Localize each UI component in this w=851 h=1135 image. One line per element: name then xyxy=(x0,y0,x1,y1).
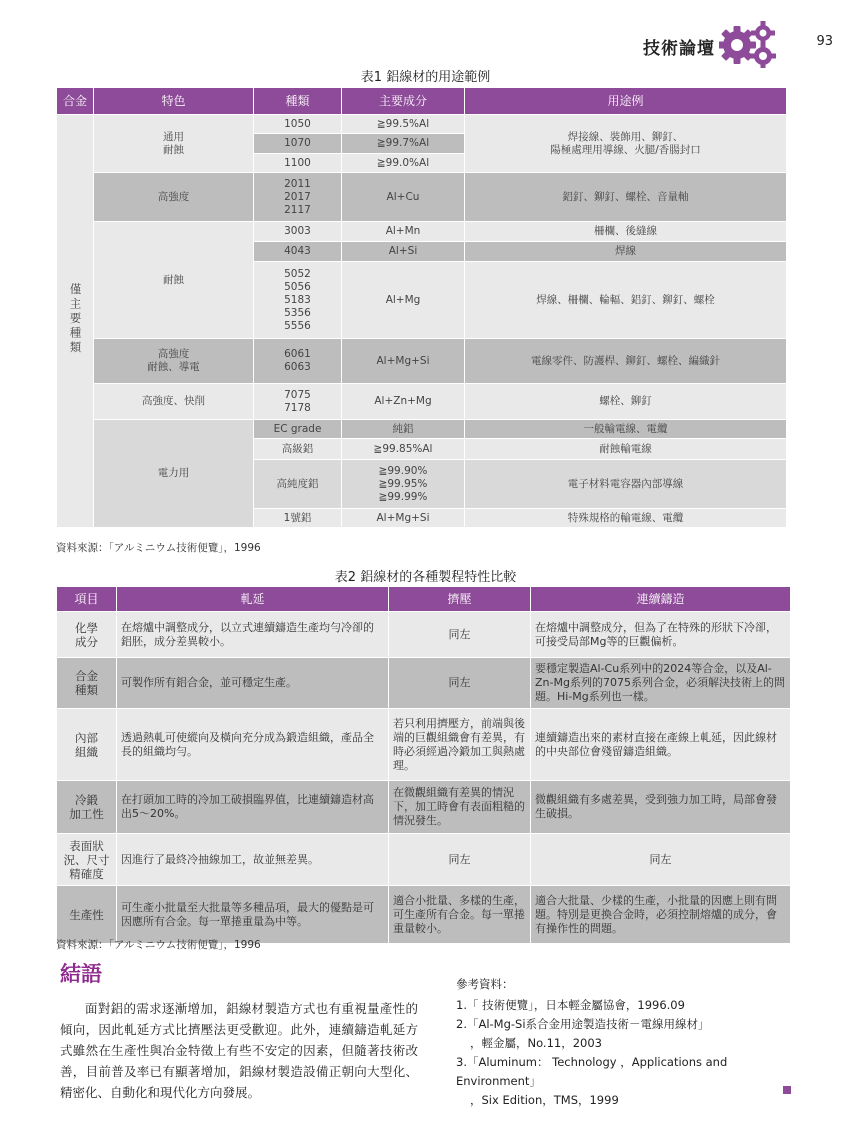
type-cell: 3003 xyxy=(254,222,342,242)
type-cell: EC grade xyxy=(254,420,342,439)
col-header: 軋延 xyxy=(117,587,389,612)
table-row xyxy=(57,658,791,709)
table1-caption: 表1 鋁線材的用途範例 xyxy=(360,70,491,85)
rolling-cell: 透過熱軋可使縱向及橫向充分成為鍛造組織，產品全長的組織均勻。 xyxy=(117,709,389,781)
use-cell: 柵欄、後縫線 xyxy=(465,222,787,242)
item-cell: 內部 組織 xyxy=(57,709,117,781)
type-cell: 高級鋁 xyxy=(254,439,342,460)
col-header: 種類 xyxy=(254,88,342,115)
side-label: 僅主要種類 xyxy=(68,282,83,356)
type-cell: 1號鋁 xyxy=(254,509,342,528)
table-row xyxy=(57,222,787,242)
process-comparison-table xyxy=(56,586,791,944)
extrusion-cell: 同左 xyxy=(389,834,531,886)
type-cell: 1050 xyxy=(254,115,342,134)
item-cell: 冷鍛 加工性 xyxy=(57,781,117,834)
table-row xyxy=(57,709,791,781)
casting-cell: 適合大批量、少樣的生產，小批量的因應上則有問題。特別是更換合金時，必須控制熔爐的成分，會有操作性的問題。 xyxy=(531,886,791,944)
composition-cell: Al+Mn xyxy=(342,222,465,242)
casting-cell: 在熔爐中調整成分，但為了在特殊的形狀下冷卻，可接受局部Mg等的巨觀偏析。 xyxy=(531,612,791,658)
composition-cell: ≧99.5%Al xyxy=(342,115,465,134)
table-row xyxy=(57,384,787,420)
use-cell: 耐蝕輸電線 xyxy=(465,439,787,460)
rolling-cell: 可製作所有鋁合金，並可穩定生產。 xyxy=(117,658,389,709)
feature-cell: 高強度 耐蝕、導電 xyxy=(94,339,254,384)
composition-cell: ≧99.90% ≧99.95% ≧99.99% xyxy=(342,460,465,509)
composition-cell: Al+Si xyxy=(342,242,465,262)
col-header: 主要成分 xyxy=(342,88,465,115)
composition-cell: Al+Mg+Si xyxy=(342,509,465,528)
col-header: 連續鑄造 xyxy=(531,587,791,612)
composition-cell: Al+Zn+Mg xyxy=(342,384,465,420)
use-cell: 螺栓、鉚釘 xyxy=(465,384,787,420)
type-cell: 1100 xyxy=(254,154,342,173)
feature-cell: 高強度、快削 xyxy=(94,384,254,420)
composition-cell: ≧99.0%Al xyxy=(342,154,465,173)
use-cell: 特殊規格的輸電線、電纜 xyxy=(465,509,787,528)
casting-cell: 同左 xyxy=(531,834,791,886)
table2-caption: 表2 鋁線材的各種製程特性比較 xyxy=(334,570,517,585)
extrusion-cell: 同左 xyxy=(389,612,531,658)
type-cell: 6061 6063 xyxy=(254,339,342,384)
col-header: 擠壓 xyxy=(389,587,531,612)
extrusion-cell: 適合小批量、多樣的生產，可生產所有合金。每一單捲重量較小。 xyxy=(389,886,531,944)
table-header-row xyxy=(57,587,791,612)
extrusion-cell: 同左 xyxy=(389,658,531,709)
use-cell: 鋁釘、鉚釘、螺栓、音量軸 xyxy=(465,173,787,222)
type-cell: 7075 7178 xyxy=(254,384,342,420)
casting-cell: 連續鑄造出來的素材直接在產線上軋延，因此線材的中央部位會殘留鑄造組織。 xyxy=(531,709,791,781)
use-cell: 焊接線、裝飾用、鉚釘、 陽極處理用導線、火腿/香腸封口 xyxy=(465,115,787,173)
composition-cell: ≧99.7%Al xyxy=(342,134,465,154)
conclusion-body xyxy=(60,998,418,1103)
type-cell: 5052 5056 5183 5356 5556 xyxy=(254,262,342,339)
table-header-row xyxy=(57,88,787,115)
table-row xyxy=(57,781,791,834)
reference-item: 3.「Aluminum： Technology ，Applications and Environment」 xyxy=(456,1055,728,1088)
casting-cell: 要穩定製造Al-Cu系列中的2024等合金，以及Al-Zn-Mg系列的7075系列合金，必須解決技術上的問題。Hi-Mg系列也一樣。 xyxy=(531,658,791,709)
page-header xyxy=(433,18,833,68)
table1-source: 資料來源：「アルミニウム技術便覽」，1996 xyxy=(56,542,261,554)
section-header-title: 技術論壇 xyxy=(643,39,715,59)
type-cell: 2011 2017 2117 xyxy=(254,173,342,222)
use-cell: 焊線 xyxy=(465,242,787,262)
table-row xyxy=(57,115,787,134)
item-cell: 生產性 xyxy=(57,886,117,944)
composition-cell: Al+Cu xyxy=(342,173,465,222)
item-cell: 表面狀 況、尺寸 精確度 xyxy=(57,834,117,886)
item-cell: 合金 種類 xyxy=(57,658,117,709)
feature-cell: 耐蝕 xyxy=(94,222,254,339)
use-cell: 一般輸電線、電纜 xyxy=(465,420,787,439)
table-row xyxy=(57,420,787,439)
references-title: 參考資料： xyxy=(456,977,514,991)
type-cell: 1070 xyxy=(254,134,342,154)
table2-source: 資料來源：「アルミニウム技術便覽」，1996 xyxy=(56,939,261,951)
composition-cell: Al+Mg xyxy=(342,262,465,339)
rolling-cell: 可生產小批量至大批量等多種品項，最大的優點是可因應所有合金。每一單捲重量為中等。 xyxy=(117,886,389,944)
casting-cell: 微觀組織有多處差異，受到強力加工時，局部會發生破損。 xyxy=(531,781,791,834)
page-number: 93 xyxy=(816,34,833,49)
col-header: 特色 xyxy=(94,88,254,115)
table-row xyxy=(57,834,791,886)
use-cell: 電線零件、防護桿、鉚釘、螺栓、編織針 xyxy=(465,339,787,384)
col-header: 項目 xyxy=(57,587,117,612)
reference-item-cont: ，Six Edition，TMS，1999 xyxy=(470,1093,619,1107)
conclusion-paragraph: 面對鋁的需求逐漸增加，鋁線材製造方式也有重視量產性的傾向，因此軋延方式比擠壓法更受歡迎。此外，連續鑄造軋延方式雖然在生產性與冶金特徵上有些不安定的因素，但隨著技術改善，目前普及率已有顯著增加，鋁線材製造設備正朝向大型化、精密化、自動化和現代化方向發展。 xyxy=(60,1001,418,1100)
extrusion-cell: 若只利用擠壓方，前端與後端的巨觀組織會有差異，有時必須經過冷鍛加工與熱處理。 xyxy=(389,709,531,781)
rolling-cell: 因進行了最終冷抽線加工，故並無差異。 xyxy=(117,834,389,886)
table-row xyxy=(57,886,791,944)
table-row xyxy=(57,173,787,222)
composition-cell: Al+Mg+Si xyxy=(342,339,465,384)
col-header: 合金 xyxy=(57,88,94,115)
feature-cell: 高強度 xyxy=(94,173,254,222)
end-mark xyxy=(783,1086,791,1094)
reference-item: 2.「Al-Mg-Si系合金用途製造技術－電線用線材」 xyxy=(456,1017,710,1031)
feature-cell: 通用 耐蝕 xyxy=(94,115,254,173)
extrusion-cell: 在微觀組織有差異的情況下，加工時會有表面粗糙的情況發生。 xyxy=(389,781,531,834)
composition-cell: ≧99.85%Al xyxy=(342,439,465,460)
table-row xyxy=(57,612,791,658)
reference-item: 1.「 技術便覽」，日本輕金屬協會，1996.09 xyxy=(456,998,685,1012)
col-header: 用途例 xyxy=(465,88,787,115)
item-cell: 化學 成分 xyxy=(57,612,117,658)
feature-cell: 電力用 xyxy=(94,420,254,528)
composition-cell: 純鋁 xyxy=(342,420,465,439)
type-cell: 高純度鋁 xyxy=(254,460,342,509)
alloy-cell xyxy=(57,115,94,528)
conclusion-title: 結語 xyxy=(60,962,102,986)
rolling-cell: 在打頭加工時的冷加工破損臨界值，比連續鑄造材高出5～20%。 xyxy=(117,781,389,834)
type-cell: 4043 xyxy=(254,242,342,262)
rolling-cell: 在熔爐中調整成分，以立式連續鑄造生產均勻冷卻的鋁胚，成分差異較小。 xyxy=(117,612,389,658)
table-row xyxy=(57,339,787,384)
use-cell: 電子材料電容器內部導線 xyxy=(465,460,787,509)
references xyxy=(456,976,786,1110)
use-cell: 焊線、柵欄、輪輻、鋁釘、鉚釘、螺栓 xyxy=(465,262,787,339)
aluminum-wire-uses-table xyxy=(56,87,787,528)
reference-item-cont: ，輕金屬，No.11，2003 xyxy=(470,1036,602,1050)
gears-logo-icon xyxy=(719,18,791,68)
